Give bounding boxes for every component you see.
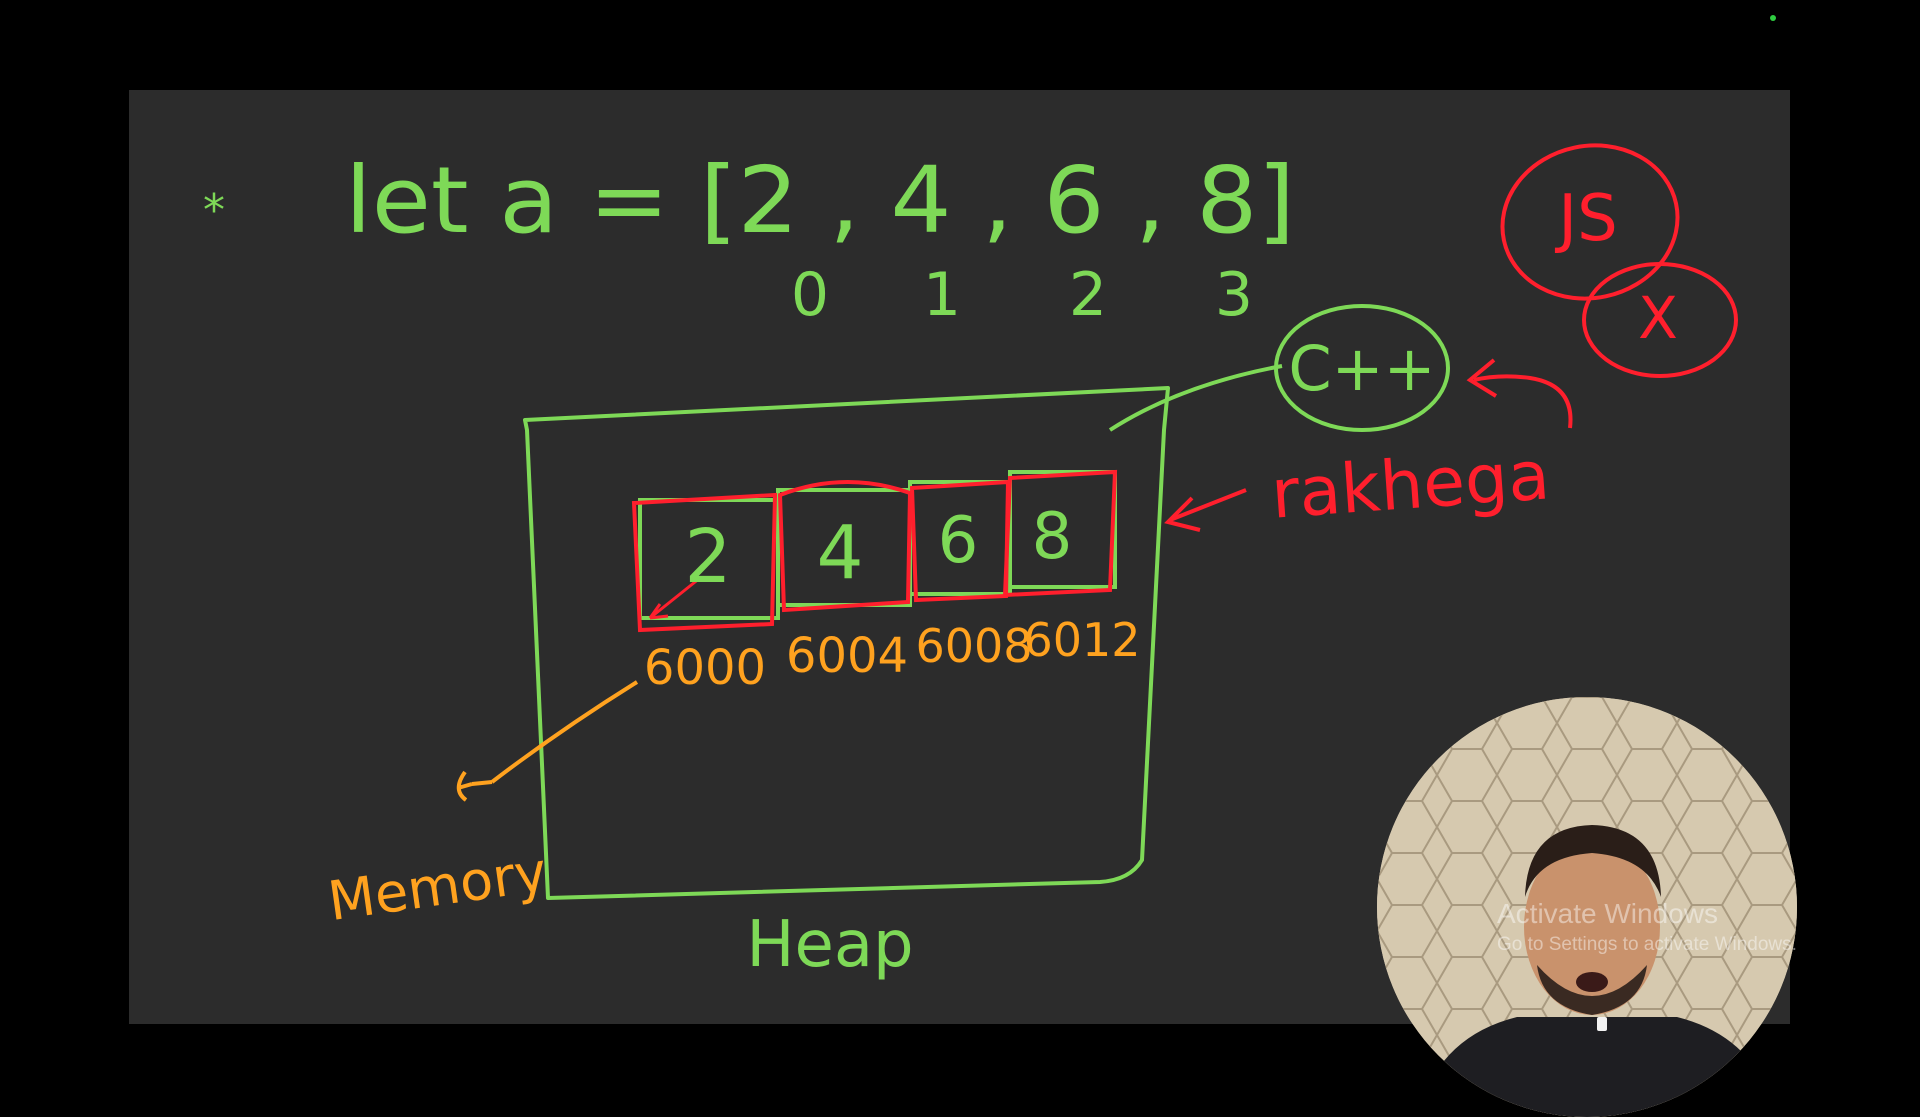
cpp-connector bbox=[1110, 366, 1282, 430]
watermark-subtitle: Go to Settings to activate Windows. bbox=[1497, 934, 1797, 955]
cell-value: 2 bbox=[684, 514, 732, 600]
bullet-star: * bbox=[203, 185, 225, 236]
address-label: 6004 bbox=[785, 628, 909, 684]
address-label: 6008 bbox=[915, 619, 1033, 673]
x-label: X bbox=[1638, 284, 1678, 352]
index-label: 3 bbox=[1214, 260, 1254, 330]
cell-value: 6 bbox=[937, 504, 979, 578]
red-curve-arrow bbox=[1474, 376, 1571, 428]
activation-watermark bbox=[1497, 898, 1797, 956]
rakhega-arrow bbox=[1170, 490, 1246, 520]
cell-value: 8 bbox=[1031, 500, 1073, 574]
memory-arrow bbox=[458, 682, 637, 788]
address-label: 6012 bbox=[1023, 613, 1141, 667]
memory-label: Memory bbox=[324, 840, 551, 934]
address-label: 6000 bbox=[643, 640, 767, 696]
index-label: 1 bbox=[922, 260, 962, 330]
cell-value: 4 bbox=[816, 510, 864, 596]
cpp-label: C++ bbox=[1288, 332, 1436, 405]
index-label: 0 bbox=[790, 260, 830, 330]
index-label: 2 bbox=[1068, 260, 1108, 330]
watermark-title: Activate Windows bbox=[1497, 898, 1718, 929]
rakhega-label: rakhega bbox=[1268, 436, 1553, 535]
js-label: JS bbox=[1558, 182, 1618, 256]
code-line: let a = [2 , 4 , 6 , 8] bbox=[345, 147, 1295, 254]
heap-label: Heap bbox=[746, 908, 914, 982]
